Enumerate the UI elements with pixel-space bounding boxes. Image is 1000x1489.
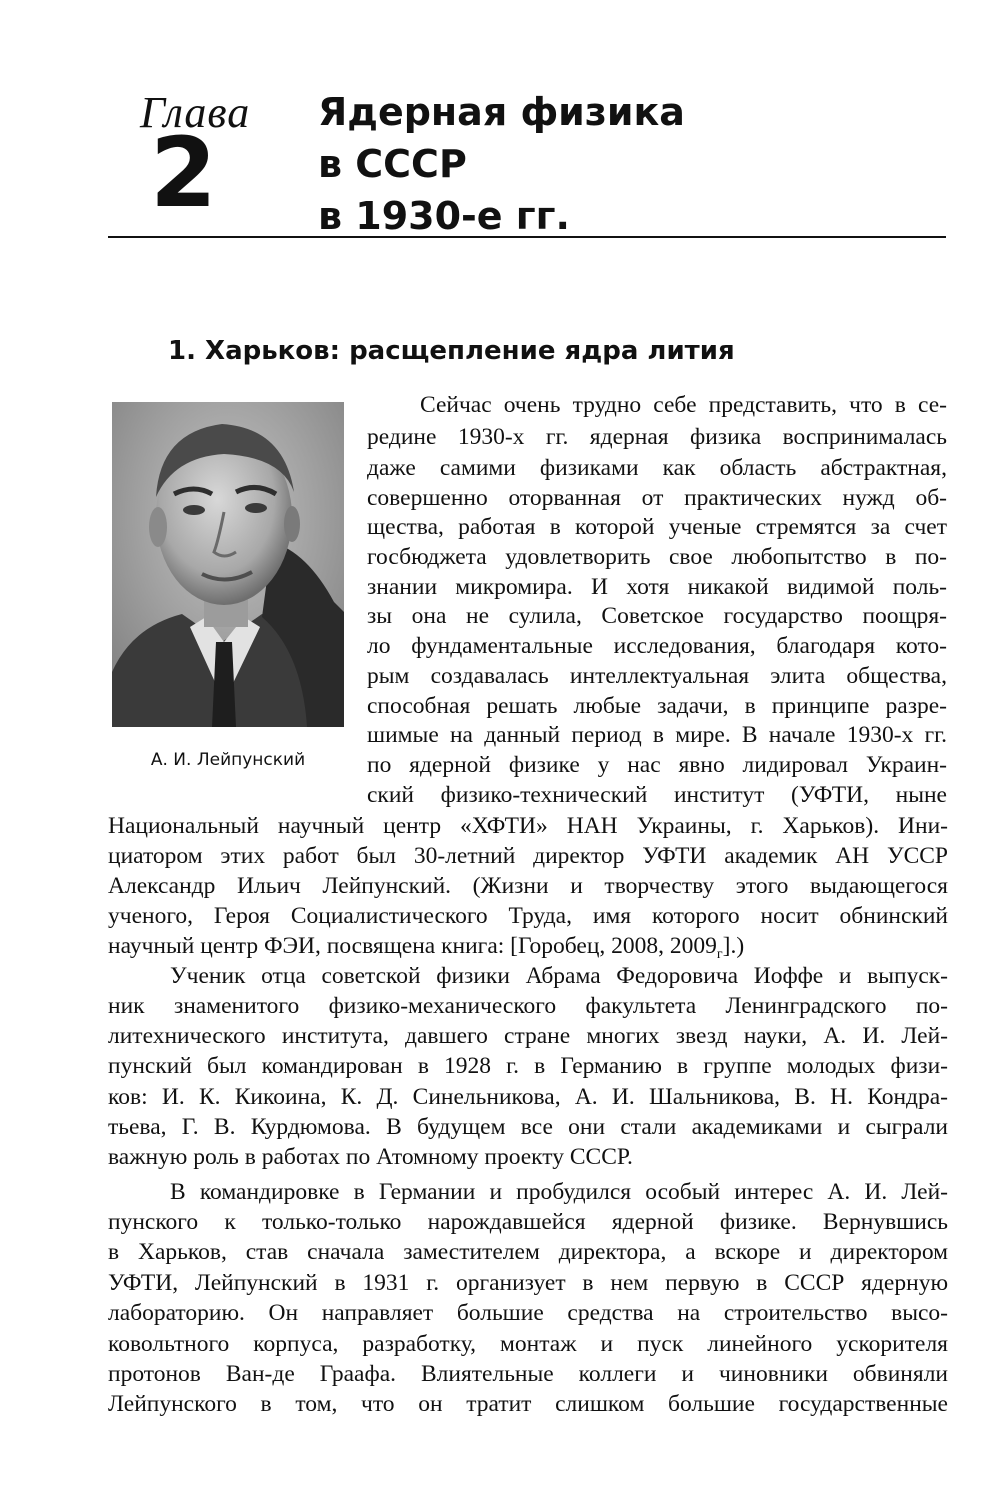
- text-line: УФТИ, Лейпунский в 1931 г. организует в нем первую в СССР ядерную: [108, 1270, 948, 1296]
- text-line: пунского к только-только нарождавшейся ядерной физике. Вернувшись: [108, 1209, 948, 1235]
- text-line: способная решать любые задачи, в принципе разре-: [367, 693, 947, 719]
- text-line: Сейчас очень трудно себе представить, что в се-: [420, 392, 947, 418]
- text-line: Александр Ильич Лейпунский. (Жизни и творчеству этого выдающегося: [108, 873, 948, 899]
- chapter-title-line: в 1930-е гг.: [318, 194, 570, 238]
- chapter-number: 2: [150, 117, 217, 229]
- chapter-title-line: в СССР: [318, 142, 467, 186]
- text-line: госбюджета удовлетворить свое любопытство в по-: [367, 544, 947, 570]
- text-line: шимые на данный период в мире. В начале 1930-х гг.: [367, 722, 947, 748]
- text-line: В командировке в Германии и пробудился особый интерес А. И. Лей-: [170, 1179, 948, 1205]
- text-line: по ядерной физике у нас явно лидировал Украин-: [367, 752, 947, 778]
- portrait-caption: А. И. Лейпунский: [150, 750, 306, 770]
- text-line: зы она не сулила, Советское государство поощря-: [367, 603, 947, 629]
- citation-subscript: г: [716, 947, 723, 962]
- text-line: Ученик отца советской физики Абрама Федоровича Иоффе и выпуск-: [170, 963, 948, 989]
- portrait-photo: [112, 402, 344, 727]
- text-line: ученого, Героя Социалистического Труда, имя которого носит обнинский: [108, 903, 948, 929]
- text-line: ский физико-технический институт (УФТИ, ныне: [367, 782, 947, 808]
- text-line: совершенно оторванная от практических нужд об-: [367, 485, 947, 511]
- text-line: редине 1930-х гг. ядерная физика воспринималась: [367, 424, 947, 450]
- text-line: щества, работая в которой ученые стремятся за счет: [367, 514, 947, 540]
- text-line: ковольтного корпуса, разработку, монтаж и пуск линейного ускорителя: [108, 1331, 948, 1357]
- section-heading: 1. Харьков: расщепление ядра лития: [168, 336, 735, 366]
- text-line: [108, 932, 948, 964]
- text-line: Национальный научный центр «ХФТИ» НАН Украины, г. Харьков). Ини-: [108, 813, 948, 839]
- text-line: лабораторию. Он направляет большие средства на строительство высо-: [108, 1300, 948, 1326]
- text-line: ло фундаментальные исследования, благодаря кото-: [367, 633, 947, 659]
- text-line: Лейпунского в том, что он тратит слишком большие государственные: [108, 1391, 948, 1417]
- chapter-title-line: Ядерная физика: [318, 90, 685, 134]
- text-line: ков: И. К. Кикоина, К. Д. Синельникова, А. И. Шальникова, В. Н. Кондра-: [108, 1084, 948, 1110]
- text-line: циатором этих работ был 30-летний директор УФТИ академик АН УССР: [108, 843, 948, 869]
- text-line: знании микромира. И хотя никакой видимой поль-: [367, 574, 947, 600]
- text-line: важную роль в работах по Атомному проекту СССР.: [108, 1144, 633, 1170]
- text-line: в Харьков, став сначала заместителем директора, а вскоре и директором: [108, 1239, 948, 1265]
- text-line: рым создавалась интеллектуальная элита общества,: [367, 663, 947, 689]
- text-line: даже самими физиками как область абстрактная,: [367, 455, 947, 481]
- text-line: пунский был командирован в 1928 г. в Германию в группе молодых физи-: [108, 1053, 948, 1079]
- chapter-title: [318, 86, 938, 242]
- text-line: литехнического института, давшего стране многих звезд науки, А. И. Лей-: [108, 1023, 948, 1049]
- text-line: тьева, Г. В. Курдюмова. В будущем все они стали академиками и сыграли: [108, 1114, 948, 1140]
- title-divider: [108, 236, 946, 238]
- citation-close: ].): [722, 933, 745, 959]
- chapter-label: Глава: [140, 88, 251, 137]
- citation-text: научный центр ФЭИ, посвящена книга: [Горобец, 2008, 2009: [108, 933, 717, 959]
- text-line: ник знаменитого физико-механического факультета Ленинградского по-: [108, 993, 948, 1019]
- text-line: протонов Ван-де Граафа. Влиятельные коллеги и чиновники обвиняли: [108, 1361, 948, 1387]
